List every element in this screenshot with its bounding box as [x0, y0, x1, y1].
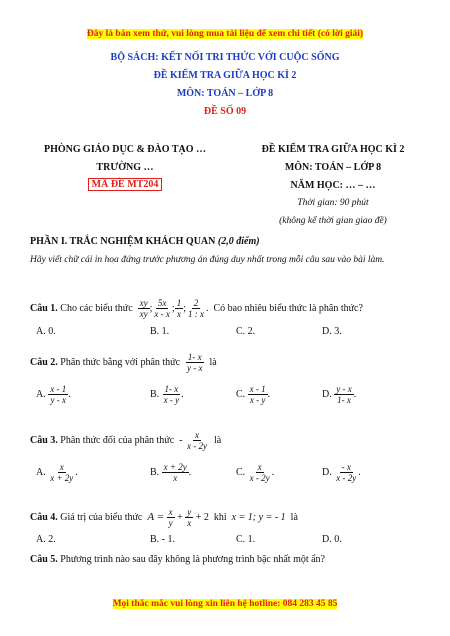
question-4-text: Giá trị của biểu thức [60, 511, 143, 523]
hotline-banner [0, 598, 450, 609]
q3-option-d[interactable]: D. $\frac{- x}{x - 2y}$ . [322, 462, 361, 483]
q2-fraction: $\frac{1- x}{y - x}$ [187, 351, 203, 373]
question-1-after: Có bao nhiêu biểu thức là phân thức? [213, 302, 363, 314]
q2-option-b[interactable]: B. $\frac{1- x}{x - y}$ . [150, 384, 184, 405]
q1-fraction-4: $\frac{2}{1 : x}$ [187, 297, 204, 319]
q4-tail: + 2 [195, 511, 209, 523]
part1-instruction: Hãy viết chữ cái in hoa đứng trước phương án đúng duy nhất trong mỗi câu sau vào bài làm. [30, 255, 385, 265]
part1-heading [30, 236, 260, 247]
book-title: BỘ SÁCH: KẾT NỐI TRI THỨC VỚI CUỘC SỐNG [110, 52, 340, 63]
q4-option-a[interactable]: A. 2. [36, 534, 56, 545]
exam-code: MÃ ĐỀ MT204 [88, 178, 163, 191]
question-5-label: Câu 5. [30, 554, 58, 565]
question-2 [30, 346, 217, 378]
exam-number: ĐỀ SỐ 09 [203, 106, 247, 117]
question-3-text: Phân thức đối của phân thức [60, 434, 175, 446]
question-3 [30, 424, 221, 456]
school-year: NĂM HỌC: … – … [290, 180, 376, 191]
q1-fraction-2: $\frac{5x}{x - x}$ [154, 297, 170, 319]
right-subject: MÔN: TOÁN – LỚP 8 [284, 162, 382, 173]
question-4 [30, 500, 298, 534]
q1-option-d[interactable]: D. 3. [322, 326, 342, 337]
exam-title: ĐỀ KIỂM TRA GIỮA HỌC KÌ 2 [153, 70, 297, 81]
q1-option-c[interactable]: C. 2. [236, 326, 256, 337]
q4-when: khi [213, 511, 227, 523]
q4-option-b[interactable]: B. - 1. [150, 534, 176, 545]
department-name: PHÒNG GIÁO DỤC & ĐÀO TẠO … [43, 144, 207, 155]
q1-option-a[interactable]: A. 0. [36, 326, 56, 337]
question-4-after: là [290, 511, 298, 523]
q4-option-c[interactable]: C. 1. [236, 534, 256, 545]
q1-fraction-1: $\frac{xy}{xy}$ [139, 297, 148, 319]
q3-minus-sign: - [179, 434, 183, 446]
preview-banner-text: Đây là bản xem thử, vui lòng mua tài liệu để xem chi tiết (có lời giải) [86, 29, 364, 39]
question-5-text: Phương trình nào sau đây không là phương trình bậc nhất một ẩn? [60, 554, 325, 565]
q3-fraction: $\frac{x}{x - 2y}$ [187, 429, 208, 451]
q1-option-b[interactable]: B. 1. [150, 326, 170, 337]
question-4-label: Câu 4. [30, 511, 58, 523]
q2-option-a[interactable]: A. $\frac{x - 1}{y - x}$ . [36, 384, 71, 405]
question-3-label: Câu 3. [30, 434, 58, 446]
q3-option-a[interactable]: A. $\frac{x}{x + 2y}$ . [36, 462, 78, 483]
hotline-text: Mọi thắc mắc vui lòng xin liên hệ hotline: 084 283 45 85 [112, 599, 338, 609]
q3-option-c[interactable]: C. $\frac{x}{x - 2y}$ . [236, 462, 275, 483]
q4-plus: + [177, 511, 183, 523]
school-name: TRƯỜNG … [96, 162, 154, 173]
q2-option-c[interactable]: C. $\frac{x - 1}{x - y}$ . [236, 384, 271, 405]
part1-points: (2,0 điểm) [217, 236, 260, 247]
exam-time-note: (không kể thời gian giao đề) [279, 216, 387, 226]
q4-fraction-2: $\frac{y}{x}$ [187, 506, 192, 528]
q4-condition: x = 1; y = - 1 [231, 511, 286, 523]
question-1: Câu 1. Cho các biểu thức $\frac{xy}{xy}$ ; $\frac{5x}{x - x}$ ; $\frac{1}{x}$ ; $\frac{2}{1 : x}$ . Có bao nhiêu biểu thức là phân thức? [30, 297, 363, 319]
q3-option-b[interactable]: B. $\frac{x + 2y}{x}$ . [150, 462, 192, 483]
question-5 [30, 554, 325, 565]
q2-option-d[interactable]: D. $\frac{y - x}{1- x}$ . [322, 384, 357, 405]
exam-time: Thời gian: 90 phút [297, 198, 369, 208]
exam-code-wrap [20, 179, 230, 190]
q4-fraction-1: $\frac{x}{y}$ [168, 506, 173, 528]
question-1-text: Cho các biểu thức [60, 302, 133, 314]
question-2-label: Câu 2. [30, 356, 58, 368]
question-3-after: là [214, 434, 222, 446]
part1-title: PHẦN I. TRẮC NGHIỆM KHÁCH QUAN [30, 236, 218, 247]
q4-expr-a: A = [147, 511, 165, 523]
q1-fraction-3: $\frac{1}{x}$ [176, 297, 182, 319]
question-1-label: Câu 1. [30, 302, 58, 314]
question-2-after: là [209, 356, 217, 368]
question-2-text: Phân thức bằng với phân thức [60, 356, 181, 368]
q4-option-d[interactable]: D. 0. [322, 534, 342, 545]
subject-title: MÔN: TOÁN – LỚP 8 [176, 88, 274, 99]
preview-banner [0, 28, 450, 39]
right-exam-title: ĐỀ KIỂM TRA GIỮA HỌC KÌ 2 [261, 144, 405, 155]
